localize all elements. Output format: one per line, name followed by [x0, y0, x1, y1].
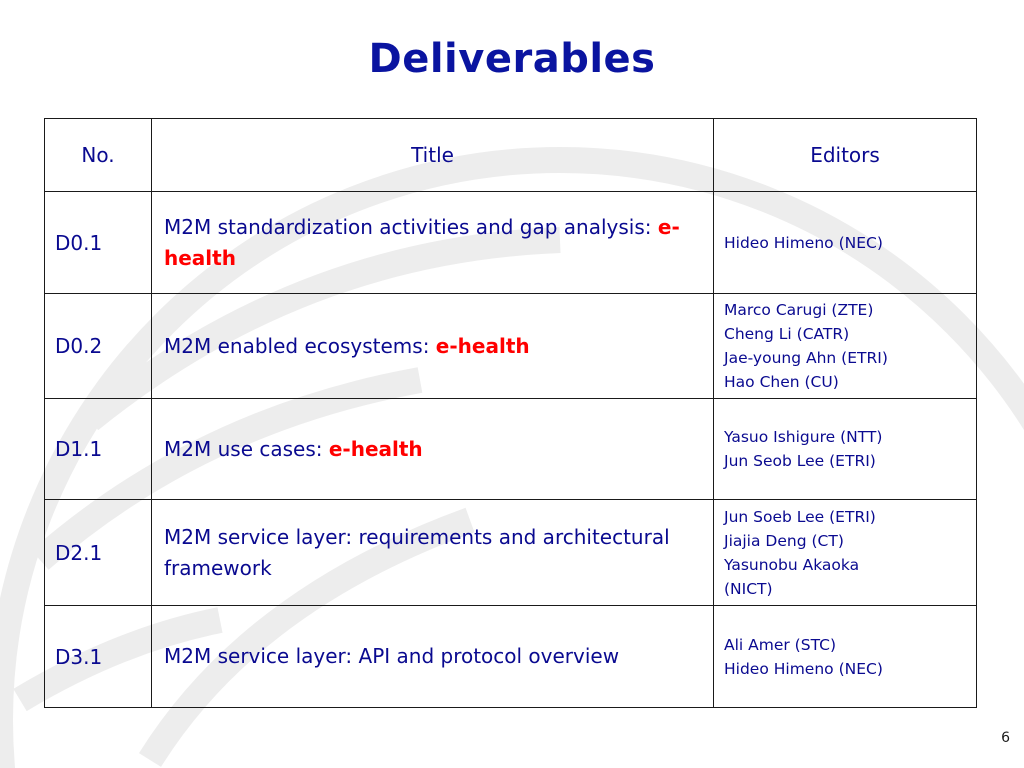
editor-name: Jun Soeb Lee (ETRI) — [724, 507, 876, 526]
editor-name: Jiajia Deng (CT) — [724, 531, 844, 550]
deliverable-editors — [714, 399, 977, 500]
title-text: M2M service layer: API and protocol overview — [164, 644, 620, 668]
header-title: Title — [152, 119, 714, 192]
title-text: M2M service layer: requirements and architectural framework — [164, 524, 670, 580]
editor-name: Cheng Li (CATR) — [724, 325, 850, 343]
header-editors: Editors — [714, 119, 977, 192]
deliverable-title — [152, 294, 714, 399]
editor-name: Jae-young Ahn (ETRI) — [724, 349, 888, 367]
editor-name: Hao Chen (CU) — [724, 373, 839, 391]
table-row — [45, 294, 977, 399]
table-row — [45, 606, 977, 708]
deliverables-table — [44, 118, 977, 708]
editor-name: Hideo Himeno (NEC) — [724, 659, 883, 678]
editor-name: (NICT) — [724, 579, 773, 598]
deliverable-number: D2.1 — [45, 500, 152, 606]
editor-name: Hideo Himeno (NEC) — [724, 233, 883, 252]
table-row — [45, 399, 977, 500]
deliverable-editors — [714, 606, 977, 708]
editor-name: Jun Seob Lee (ETRI) — [724, 452, 876, 470]
deliverable-editors — [714, 294, 977, 399]
title-text: M2M standardization activities and gap analysis: — [164, 214, 658, 239]
editor-name: Marco Carugi (ZTE) — [724, 301, 874, 319]
deliverable-number: D1.1 — [45, 399, 152, 500]
deliverable-title — [152, 606, 714, 708]
editor-name: Yasunobu Akaoka — [724, 555, 860, 574]
deliverable-editors — [714, 500, 977, 606]
title-highlight: e-health — [328, 436, 423, 461]
page-number: 6 — [1001, 730, 1010, 746]
slide-title: Deliverables — [368, 36, 656, 82]
deliverable-number: D0.2 — [45, 294, 152, 399]
table-header-row — [45, 119, 977, 192]
deliverable-number: D0.1 — [45, 192, 152, 294]
deliverable-editors — [714, 192, 977, 294]
deliverable-title — [152, 399, 714, 500]
editor-name: Yasuo Ishigure (NTT) — [724, 428, 883, 446]
table-row — [45, 192, 977, 294]
table-row — [45, 500, 977, 606]
deliverable-title — [152, 192, 714, 294]
title-highlight: e-health — [164, 214, 680, 270]
title-highlight: e-health — [435, 333, 530, 358]
deliverable-number: D3.1 — [45, 606, 152, 708]
editor-name: Ali Amer (STC) — [724, 635, 836, 654]
deliverable-title — [152, 500, 714, 606]
header-no: No. — [45, 119, 152, 192]
title-text: M2M enabled ecosystems: — [164, 333, 436, 358]
title-text: M2M use cases: — [164, 436, 329, 461]
